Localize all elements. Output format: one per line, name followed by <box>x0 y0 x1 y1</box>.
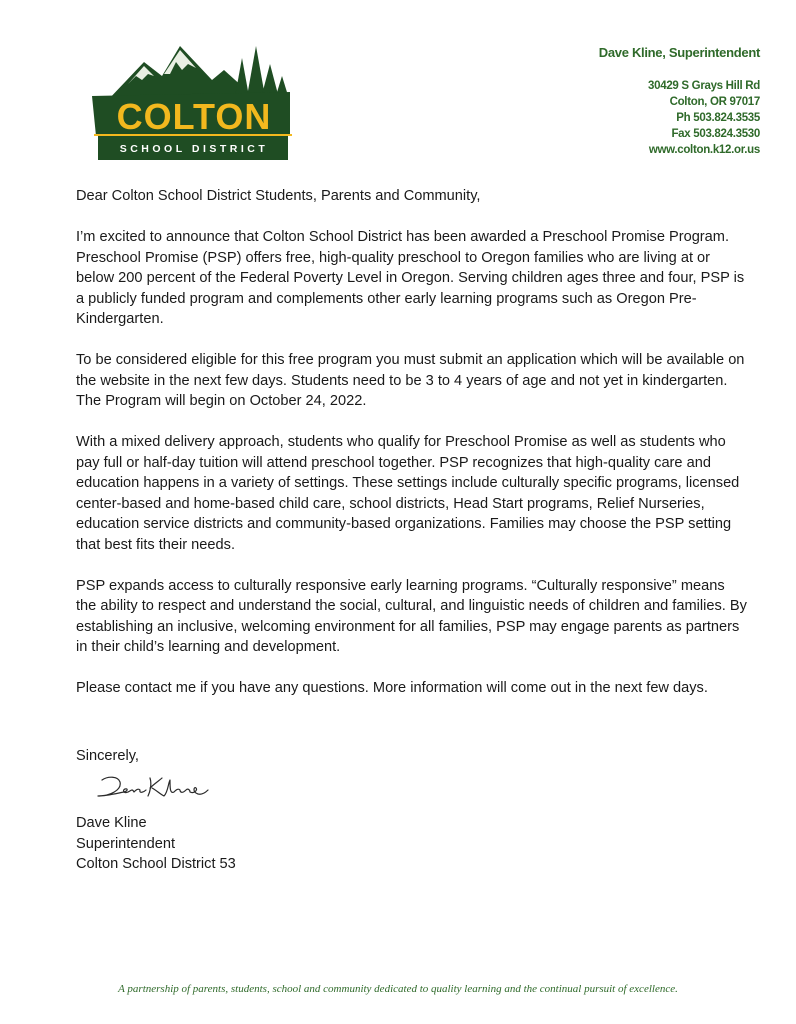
logo-wordmark: COLTON <box>116 96 272 137</box>
footer-tagline: A partnership of parents, students, school and community dedicated to quality learning and the continual pursuit of excellence. <box>118 983 678 995</box>
address-line-2: Colton, OR 97017 <box>669 96 760 108</box>
logo-subtitle: SCHOOL DISTRICT <box>119 143 269 155</box>
salutation: Dear Colton School District Students, Parents and Community, <box>76 188 481 204</box>
closing: Sincerely, <box>76 748 139 764</box>
signer-name: Dave Kline <box>76 815 147 831</box>
signer-title: Superintendent <box>76 835 175 852</box>
fax-number: Fax 503.824.3530 <box>671 128 760 140</box>
signer-organization: Colton School District 53 <box>76 856 236 872</box>
handwritten-signature <box>94 770 214 804</box>
paragraph-eligibility: To be considered eligible for this free program you must submit an application which will be available on the website in the next few days. Students need to be 3 to 4 years of age and not yet in kindergarten. The Program will begin on October 24, 2022. <box>76 352 745 409</box>
paragraph-announcement: I’m excited to announce that Colton School District has been awarded a Preschool Promise Program. Preschool Promise (PSP) offers free, high-quality preschool to Oregon families who are living at or below 200 percent of the Federal Poverty Level in Oregon. Serving children ages three and four, PSP is a publicly funded program and complements other early learning programs such as Oregon Pre-Kindergarten. <box>76 229 745 327</box>
website: www.colton.k12.or.us <box>648 144 760 156</box>
letter-body <box>76 186 748 719</box>
address-line-1: 30429 S Grays Hill Rd <box>648 80 760 92</box>
superintendent-name: Dave Kline, Superintendent <box>598 45 760 60</box>
phone-number: Ph 503.824.3535 <box>676 112 760 124</box>
paragraph-culturally-responsive: PSP expands access to culturally responsive early learning programs. “Culturally responsive” means the ability to respect and understand the social, cultural, and linguistic needs of children and families. By establishing an inclusive, welcoming environment for all families, PSP may engage parents as partners in their child’s learning and development. <box>76 577 747 655</box>
paragraph-delivery: With a mixed delivery approach, students who qualify for Preschool Promise as well as students who pay full or half-day tuition will attend preschool together. PSP recognizes that high-quality care and education happens in a variety of settings. These settings include culturally specific programs, licensed center-based and home-based child care, school districts, Head Start programs, Relief Nurseries, education service districts and community-based organizations. Families may choose the PSP setting that best fits their needs. <box>76 434 740 553</box>
paragraph-contact: Please contact me if you have any questions. More information will come out in the next few days. <box>76 680 708 696</box>
colton-school-district-logo <box>84 40 298 162</box>
letterhead-contact <box>599 45 760 158</box>
logo-graphic <box>84 40 298 162</box>
signature-block <box>76 813 236 875</box>
